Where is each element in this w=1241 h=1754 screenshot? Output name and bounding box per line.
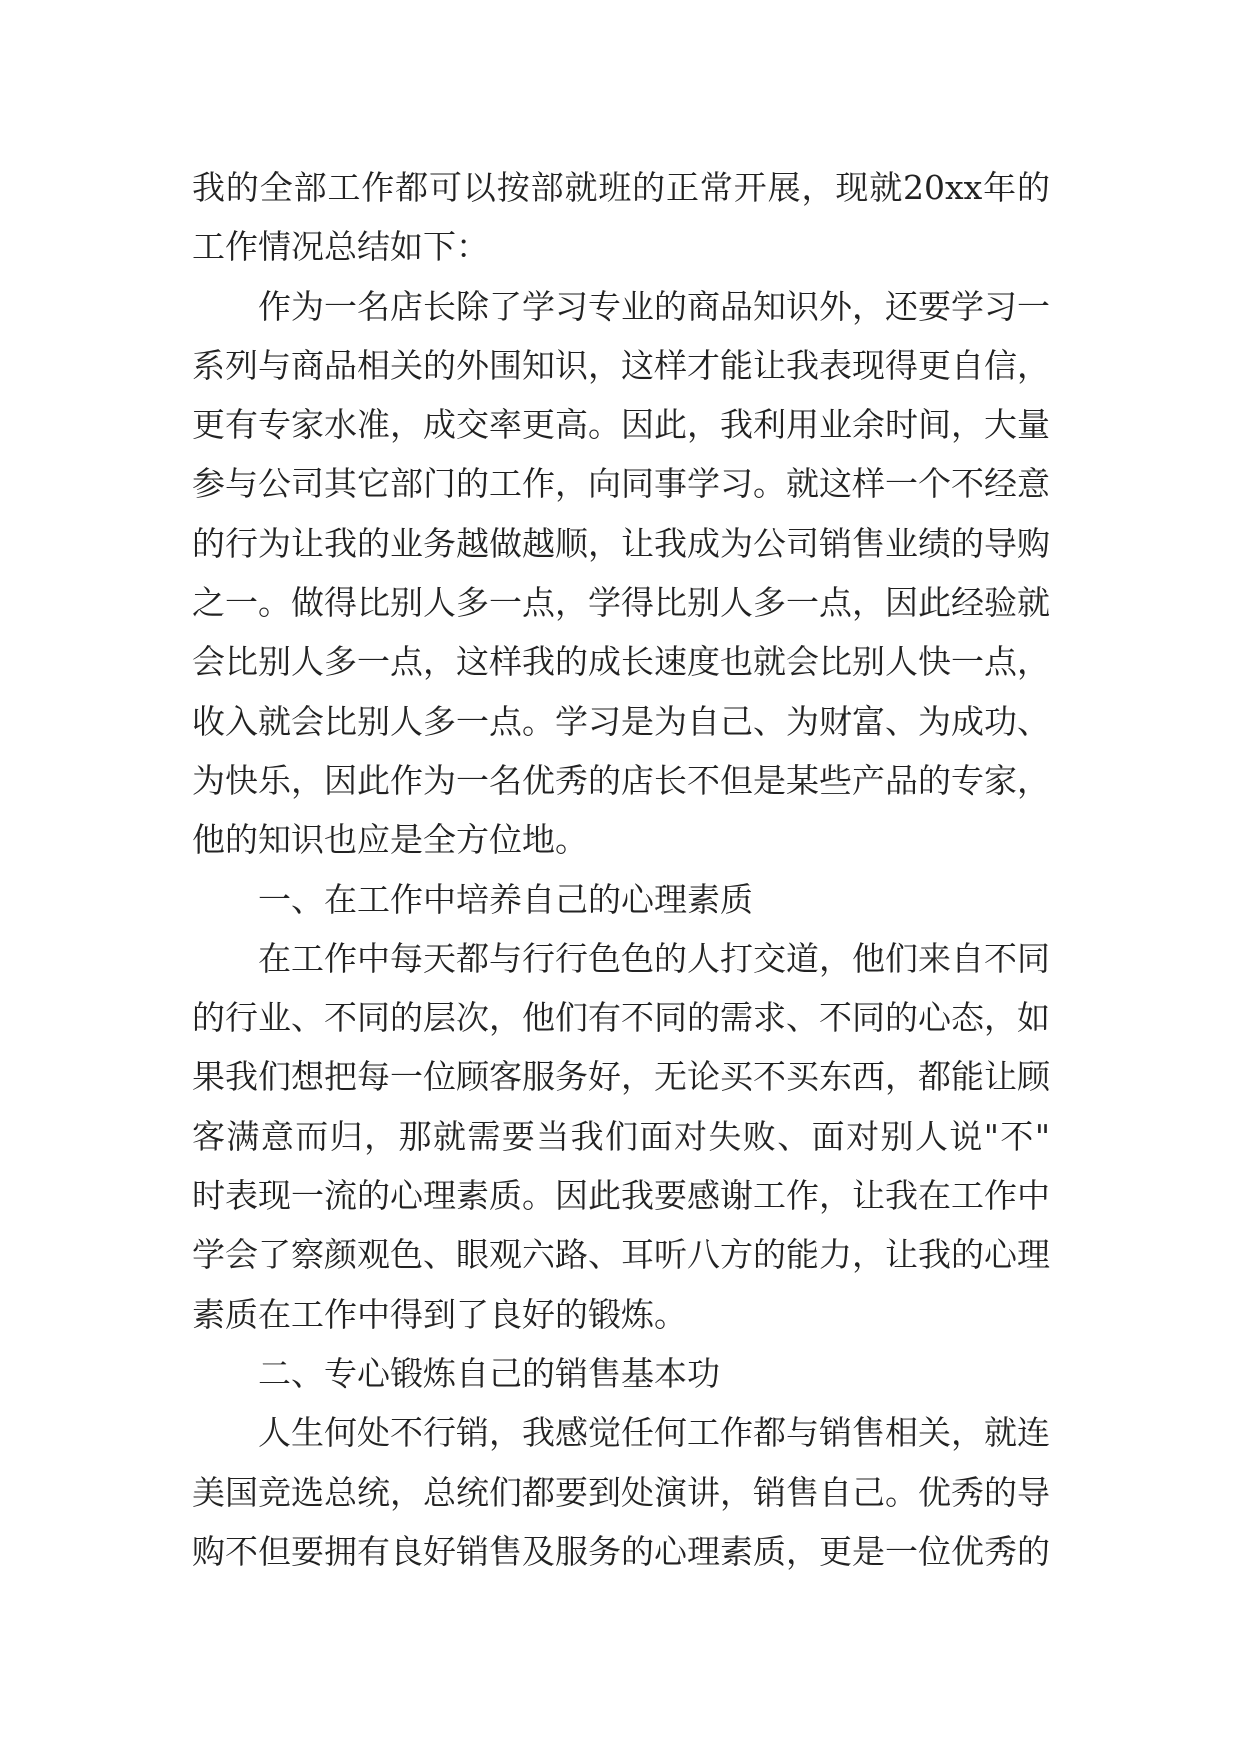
- document-body: [192, 158, 1050, 1581]
- text-line: 的行为让我的业务越做越顺，让我成为公司销售业绩的导购: [192, 523, 1050, 563]
- text-line: 为快乐，因此作为一名优秀的店长不但是某些产品的专家，: [192, 760, 1050, 800]
- text-line: 收入就会比别人多一点。学习是为自己、为财富、为成功、: [192, 701, 1050, 741]
- paragraph-start-line: 在工作中每天都与行行色色的人打交道，他们来自不同: [258, 938, 1050, 978]
- section-heading: 一、在工作中培养自己的心理素质: [258, 879, 753, 919]
- text-line: 的行业、不同的层次，他们有不同的需求、不同的心态，如: [192, 998, 1050, 1038]
- text-line: 学会了察颜观色、眼观六路、耳听八方的能力，让我的心理: [192, 1235, 1050, 1275]
- text-line: 我的全部工作都可以按部就班的正常开展，现就20xx年的: [192, 168, 1050, 207]
- text-line: 参与公司其它部门的工作，向同事学习。就这样一个不经意: [192, 464, 1050, 504]
- text-line: 果我们想把每一位顾客服务好，无论买不买东西，都能让顾: [192, 1057, 1050, 1097]
- text-line: 系列与商品相关的外围知识，这样才能让我表现得更自信，: [192, 345, 1050, 385]
- paragraph-start-line: 人生何处不行销，我感觉任何工作都与销售相关，就连: [258, 1413, 1050, 1453]
- text-line: 素质在工作中得到了良好的锻炼。: [192, 1294, 687, 1334]
- text-line: 会比别人多一点，这样我的成长速度也就会比别人快一点，: [192, 642, 1050, 682]
- text-line: 美国竞选总统，总统们都要到处演讲，销售自己。优秀的导: [192, 1472, 1050, 1512]
- text-line: 他的知识也应是全方位地。: [192, 820, 588, 860]
- section-heading: 二、专心锻炼自己的销售基本功: [258, 1353, 720, 1393]
- text-line: 购不但要拥有良好销售及服务的心理素质，更是一位优秀的: [192, 1531, 1050, 1571]
- text-line: 更有专家水准，成交率更高。因此，我利用业余时间，大量: [192, 405, 1050, 445]
- paragraph-start-line: 作为一名店长除了学习专业的商品知识外，还要学习一: [258, 286, 1050, 326]
- text-line: 时表现一流的心理素质。因此我要感谢工作，让我在工作中: [192, 1176, 1050, 1216]
- text-line: 客满意而归，那就需要当我们面对失败、面对别人说"不": [192, 1116, 1050, 1156]
- text-line: 工作情况总结如下：: [192, 227, 489, 267]
- text-line: 之一。做得比别人多一点，学得比别人多一点，因此经验就: [192, 583, 1050, 623]
